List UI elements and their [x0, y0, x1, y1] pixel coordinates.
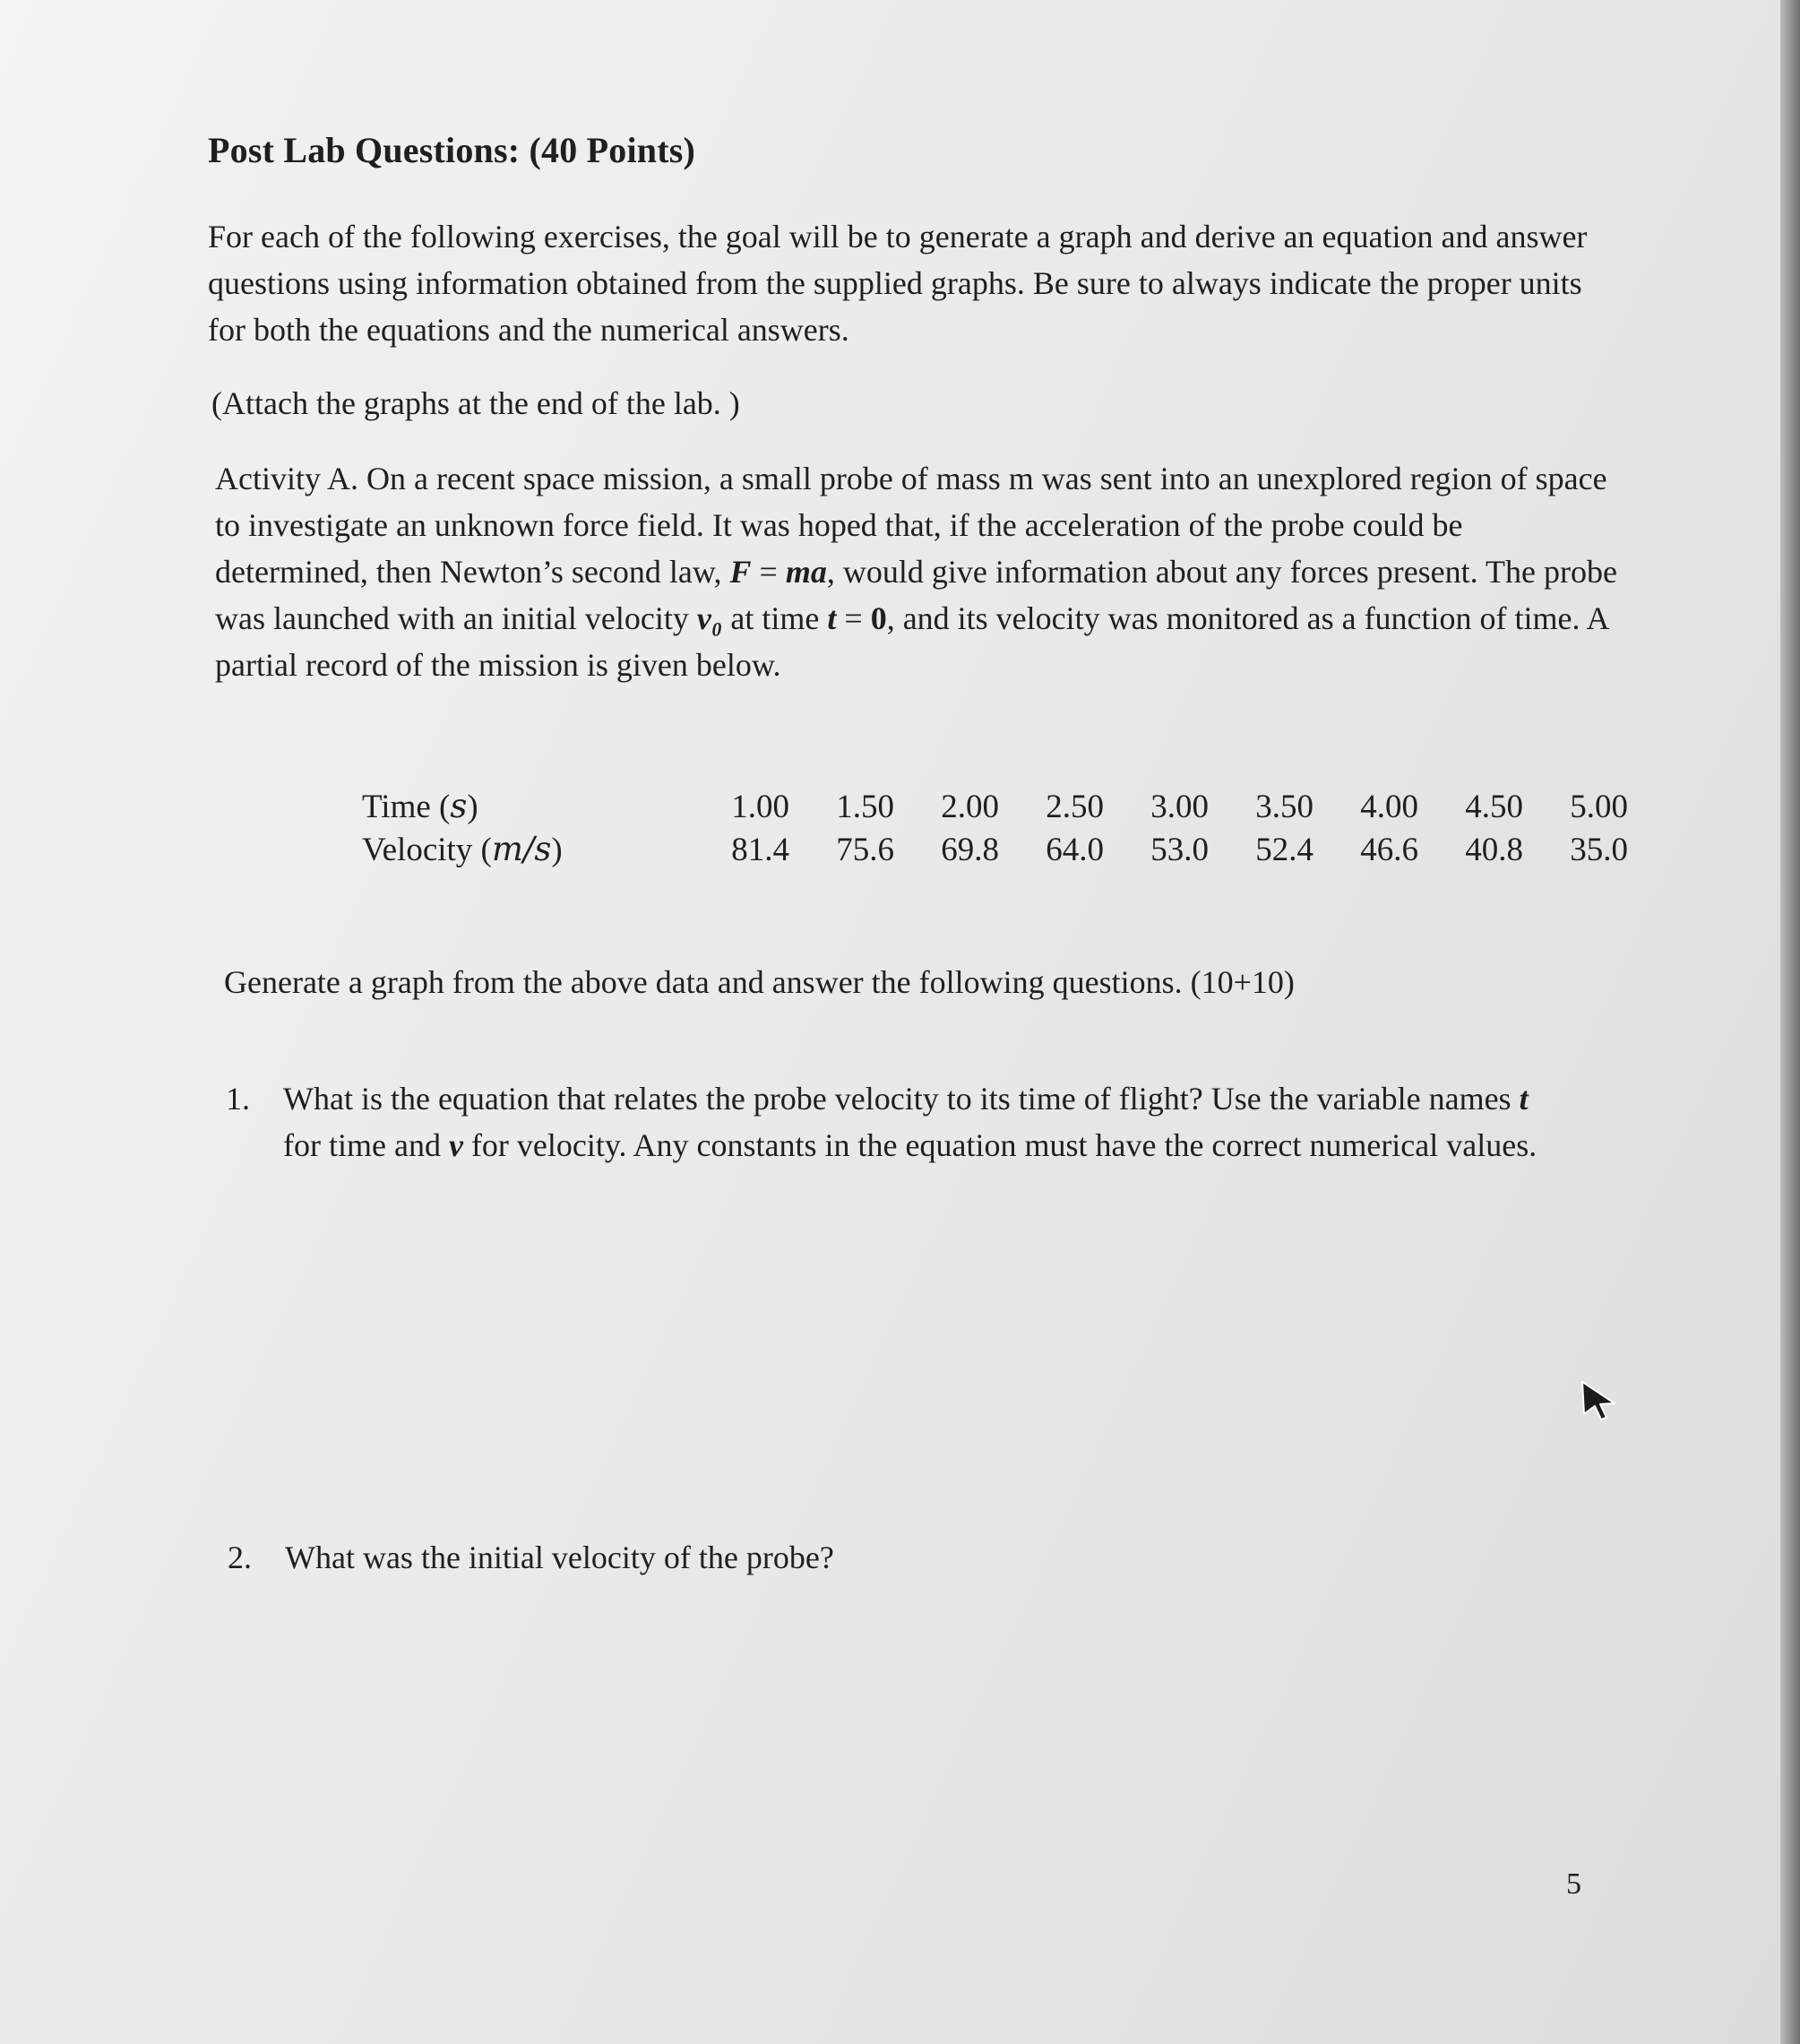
monitor-bezel-edge	[1780, 0, 1800, 2044]
velocity-cell: 81.4	[731, 831, 789, 868]
velocity-cell: 46.6	[1360, 831, 1418, 868]
formula-mass-acceleration: ma	[785, 554, 827, 590]
attach-note: (Attach the graphs at the end of the lab. )	[211, 385, 740, 421]
graph-instruction: Generate a graph from the above data and answer the following questions. (10+10)	[224, 964, 1295, 1000]
time-cell: 4.50	[1465, 788, 1523, 825]
velocity-cell: 35.0	[1570, 831, 1628, 868]
velocity-row-label: Velocity (m/s)	[362, 830, 563, 868]
time-row-label: Time (s)	[362, 787, 478, 825]
time-equals: =	[836, 600, 871, 636]
time-cell: 3.50	[1255, 788, 1313, 825]
question-2-text: What was the initial velocity of the probe?	[285, 1539, 834, 1575]
time-cell: 2.00	[941, 788, 999, 825]
variable-v: v	[448, 1127, 463, 1163]
intro-paragraph: For each of the following exercises, the goal will be to generate a graph and derive an equation and answer questions using information obtained from the supplied graphs. Be sure to always indicate the proper units for both the equations and the numerical answers.	[208, 219, 1588, 348]
velocity-row	[362, 828, 1628, 871]
time-cell: 2.50	[1046, 788, 1104, 825]
velocity-cell: 75.6	[836, 831, 894, 868]
time-symbol: t	[827, 600, 837, 636]
velocity-cell: 40.8	[1465, 831, 1523, 868]
time-cell: 1.00	[731, 788, 789, 825]
time-cell: 1.50	[836, 788, 894, 825]
activity-text-2: , would give information about any forces present. The probe was launched with an initial velocity	[215, 554, 1617, 636]
initial-velocity-symbol: v₀	[696, 600, 723, 636]
activity-text-3: at time	[722, 600, 828, 636]
question-1-number: 1.	[226, 1081, 250, 1117]
velocity-cell: 53.0	[1150, 831, 1209, 868]
question-1	[226, 1075, 1588, 1228]
time-cell: 4.00	[1360, 788, 1418, 825]
page-heading: Post Lab Questions: (40 Points)	[208, 130, 696, 170]
mission-data-table	[362, 785, 1628, 871]
question-2	[228, 1534, 1303, 1588]
variable-t: t	[1519, 1081, 1529, 1117]
formula-equals: =	[751, 554, 786, 590]
time-cell: 3.00	[1150, 788, 1209, 825]
time-zero: 0	[870, 600, 887, 636]
activity-text-1: Activity A. On a recent space mission, a small probe of mass m was sent into an unexplored region of space to investigate an unknown force field. It was hoped that, if the acceleration of the probe could be determined, then Newton’s second law,	[215, 461, 1607, 590]
time-row	[362, 785, 1628, 828]
velocity-cell: 69.8	[941, 831, 999, 868]
question-1-text: What is the equation that relates the probe velocity to its time of flight? Use the variable names t for time and v for velocity. Any constants in the equation must have the correct numerical values.	[283, 1081, 1537, 1163]
velocity-unit: m/s	[491, 830, 552, 868]
mouse-pointer-icon	[1579, 1380, 1618, 1421]
question-2-number: 2.	[228, 1539, 252, 1575]
formula-force: F	[729, 554, 752, 590]
activity-a-paragraph	[215, 455, 1622, 688]
activity-text-4: , and its velocity was monitored as a function of time. A partial record of the mission is given below.	[215, 600, 1608, 683]
time-unit: s	[450, 787, 468, 825]
velocity-cell: 64.0	[1046, 831, 1104, 868]
time-cell: 5.00	[1570, 788, 1628, 825]
page-number: 5	[1566, 1867, 1581, 1901]
velocity-cell: 52.4	[1255, 831, 1313, 868]
